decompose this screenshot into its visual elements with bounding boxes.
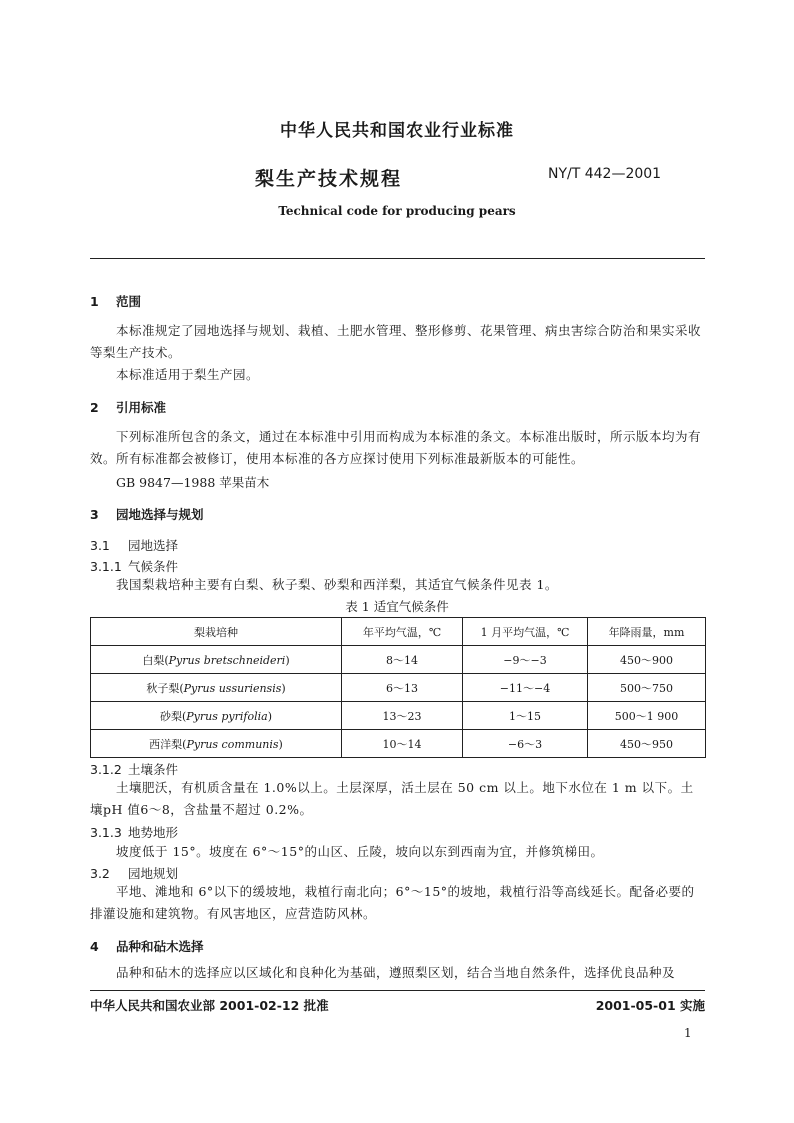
section-3-1-1-paragraph: 我国梨栽培种主要有白梨、秋子梨、砂梨和西洋梨，其适宜气候条件见表 1。 bbox=[116, 577, 558, 592]
section-number: 3 bbox=[90, 507, 99, 522]
rainfall-cell: 450～950 bbox=[588, 730, 706, 758]
approval-line: 中华人民共和国农业部 2001-02-12 批准 bbox=[90, 998, 329, 1013]
january-temp-cell: −9～−3 bbox=[463, 646, 588, 674]
section-title: 品种和砧木选择 bbox=[116, 939, 204, 954]
section-2-heading bbox=[90, 398, 166, 416]
table-row bbox=[91, 730, 706, 758]
section-3-1-3-paragraph: 坡度低于 15°。坡度在 6°～15°的山区、丘陵，坡向以东到西南为宜，并修筑梯田。 bbox=[116, 844, 604, 859]
section-4-paragraph: 品种和砧木的选择应以区域化和良种化为基础，遵照梨区划，结合当地自然条件，选择优良品种及 bbox=[116, 965, 676, 980]
table-header-row bbox=[91, 618, 706, 646]
page-number: 1 bbox=[684, 1026, 692, 1040]
section-number: 4 bbox=[90, 939, 99, 954]
section-3-2-heading: 3.2 园地规划 bbox=[90, 866, 179, 881]
standard-number: NY/T 442—2001 bbox=[548, 166, 662, 182]
annual-temp-cell: 8～14 bbox=[342, 646, 463, 674]
section-4-heading bbox=[90, 937, 204, 955]
january-temp-cell: 1～15 bbox=[463, 702, 588, 730]
section-number: 1 bbox=[90, 294, 99, 309]
section-3-heading bbox=[90, 505, 204, 523]
table-row bbox=[91, 702, 706, 730]
annual-temp-cell: 13～23 bbox=[342, 702, 463, 730]
cultivar-cell: 砂梨(Pyrus pyrifolia) bbox=[91, 702, 342, 730]
section-1-paragraph-1: 本标准规定了园地选择与规划、栽植、土肥水管理、整形修剪、花果管理、病虫害综合防治和果实采收等梨生产技术。 bbox=[90, 323, 702, 360]
annual-temp-cell: 6～13 bbox=[342, 674, 463, 702]
cultivar-cell: 白梨(Pyrus bretschneideri) bbox=[91, 646, 342, 674]
section-3-1-2-heading: 3.1.2 土壤条件 bbox=[90, 762, 179, 777]
january-temp-cell: −11～−4 bbox=[463, 674, 588, 702]
rainfall-cell: 450～900 bbox=[588, 646, 706, 674]
implementation-date: 2001-05-01 实施 bbox=[595, 998, 705, 1013]
table-caption: 表 1 适宜气候条件 bbox=[345, 599, 449, 614]
cultivar-cell: 西洋梨(Pyrus communis) bbox=[91, 730, 342, 758]
section-title: 范围 bbox=[116, 294, 142, 309]
section-title: 园地选择与规划 bbox=[116, 507, 204, 522]
column-header: 梨栽培种 bbox=[91, 618, 342, 646]
annual-temp-cell: 10～14 bbox=[342, 730, 463, 758]
section-number: 2 bbox=[90, 400, 99, 415]
rainfall-cell: 500～750 bbox=[588, 674, 706, 702]
english-title: Technical code for producing pears bbox=[278, 204, 516, 218]
column-header: 年平均气温，℃ bbox=[342, 618, 463, 646]
section-3-1-1-heading: 3.1.1 气候条件 bbox=[90, 559, 179, 574]
column-header: 1 月平均气温，℃ bbox=[463, 618, 588, 646]
section-3-1-2-paragraph: 土壤肥沃，有机质含量在 1.0%以上。土层深厚，活土层在 50 cm 以上。地下水位在 1 m 以下。土壤pH 值6～8，含盐量不超过 0.2%。 bbox=[90, 780, 694, 817]
referenced-standard: GB 9847—1988 苹果苗木 bbox=[116, 475, 270, 490]
section-3-1-heading: 3.1 园地选择 bbox=[90, 538, 179, 553]
header-divider bbox=[90, 258, 705, 259]
table-row bbox=[91, 646, 706, 674]
rainfall-cell: 500～1 900 bbox=[588, 702, 706, 730]
cultivar-cell: 秋子梨(Pyrus ussuriensis) bbox=[91, 674, 342, 702]
section-2-paragraph-1: 下列标准所包含的条文，通过在本标准中引用而构成为本标准的条文。本标准出版时，所示版本均为有效。所有标准都会被修订，使用本标准的各方应探讨使用下列标准最新版本的可能性。 bbox=[90, 429, 702, 466]
section-1-heading bbox=[90, 292, 141, 310]
section-1-paragraph-2: 本标准适用于梨生产园。 bbox=[116, 367, 260, 382]
section-title: 引用标准 bbox=[116, 400, 167, 415]
issuing-body-heading: 中华人民共和国农业行业标准 bbox=[280, 121, 514, 141]
column-header: 年降雨量，mm bbox=[588, 618, 706, 646]
table-row bbox=[91, 674, 706, 702]
section-3-1-3-heading: 3.1.3 地势地形 bbox=[90, 825, 179, 840]
section-3-2-paragraph: 平地、滩地和 6°以下的缓坡地，栽植行南北向；6°～15°的坡地，栽植行沿等高线延长。配备必要的排灌设施和建筑物。有风害地区，应营造防风林。 bbox=[90, 884, 695, 921]
climate-table bbox=[90, 617, 706, 758]
footer-divider bbox=[90, 990, 705, 991]
document-title: 梨生产技术规程 bbox=[255, 168, 403, 190]
january-temp-cell: −6～3 bbox=[463, 730, 588, 758]
